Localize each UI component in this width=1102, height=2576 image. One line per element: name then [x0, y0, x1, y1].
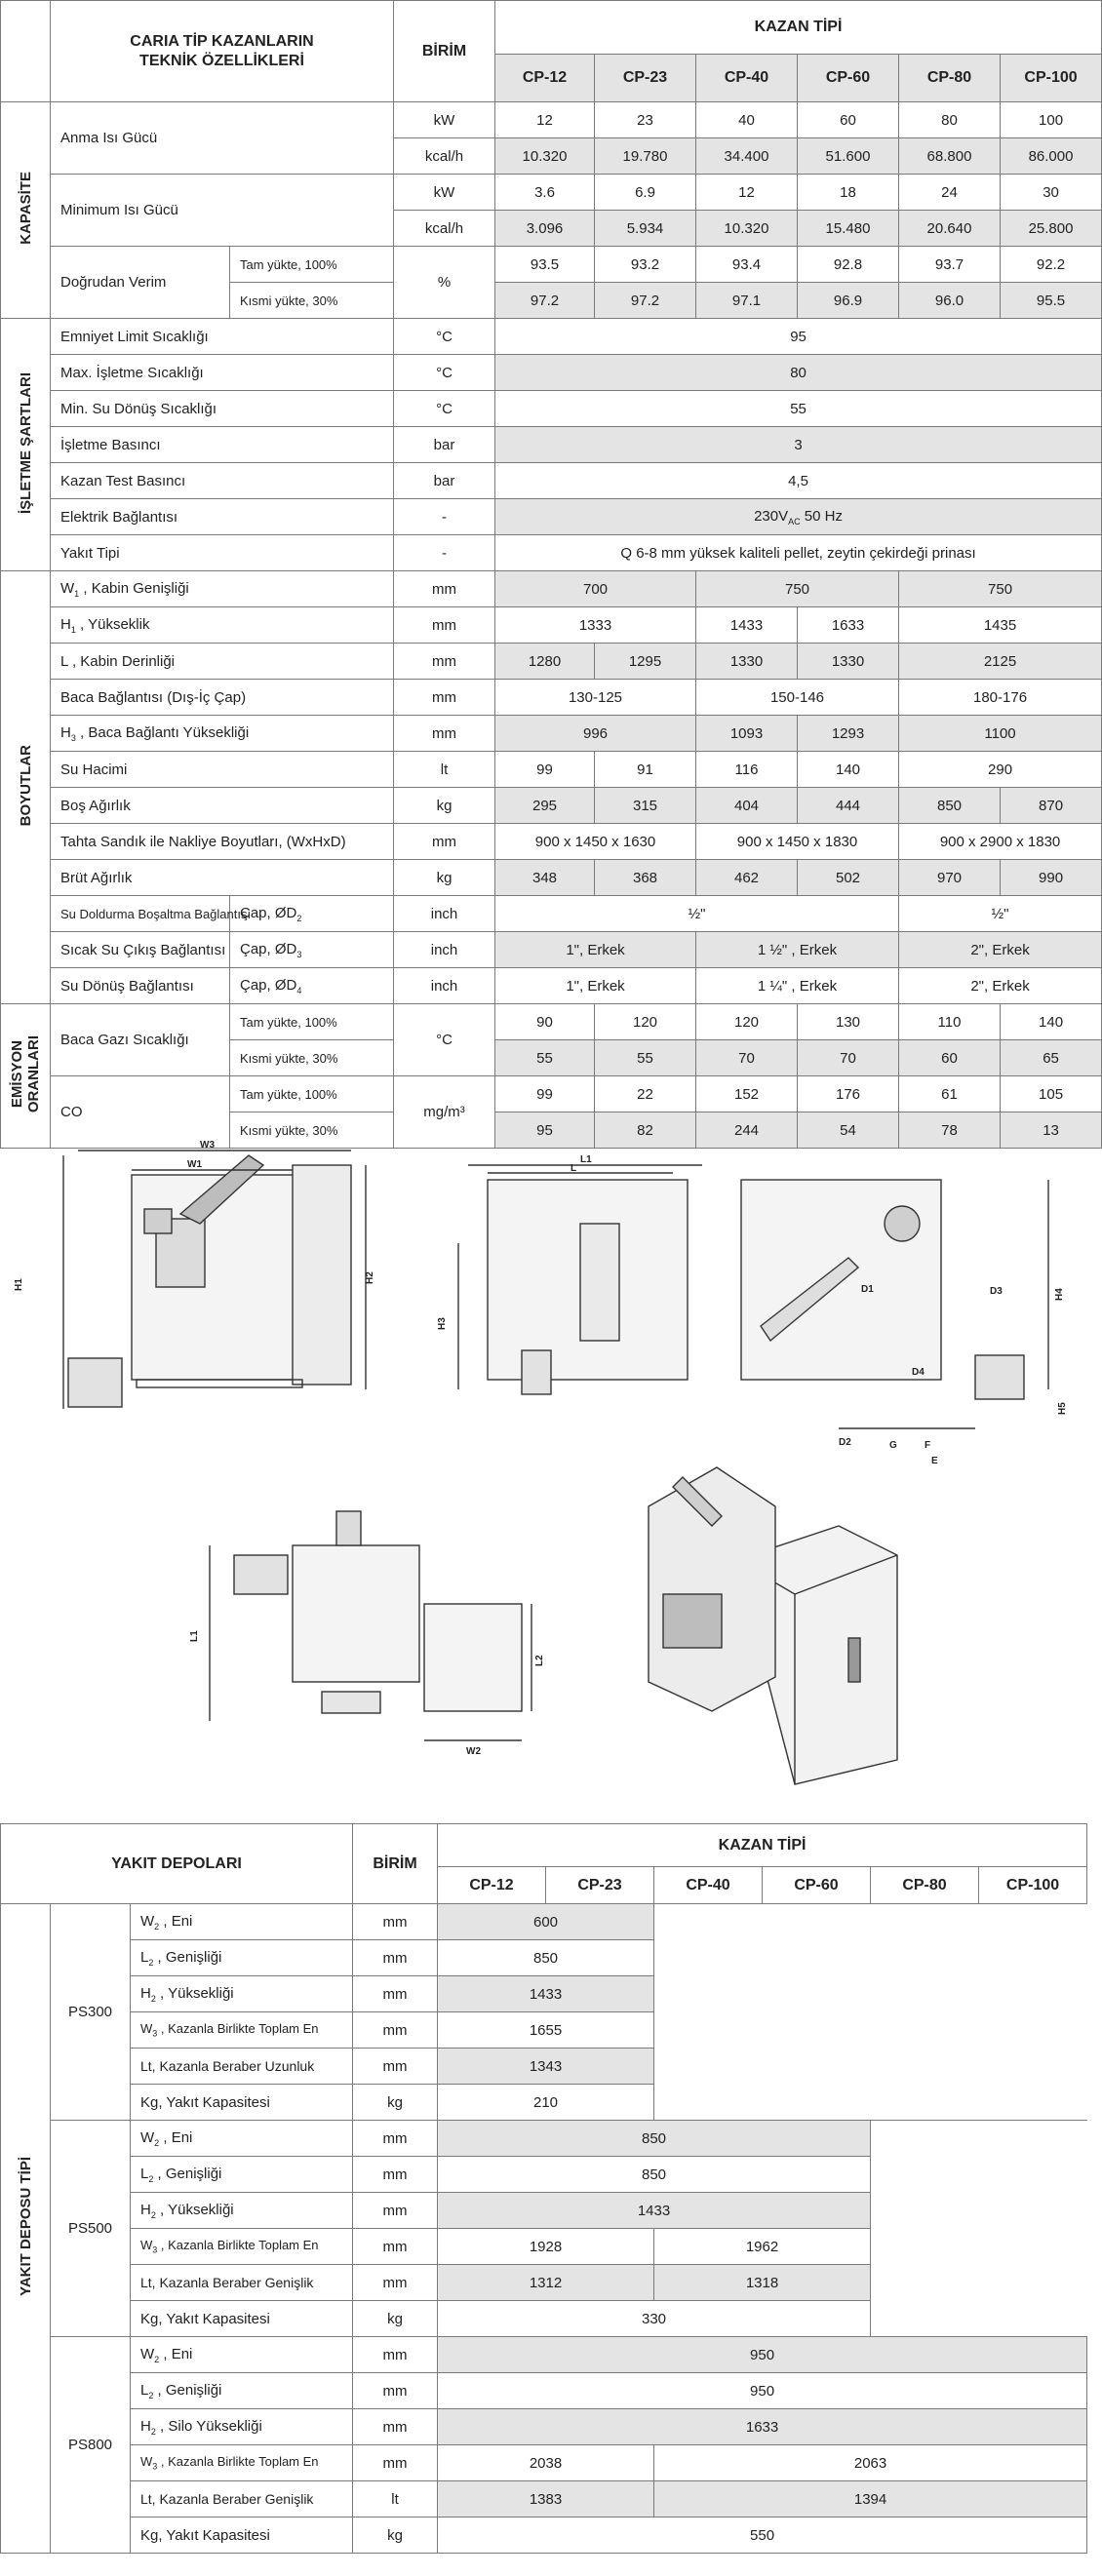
dim-label: L	[571, 1163, 577, 1174]
row-label: Su Doldurma Boşaltma Bağlantısı	[51, 896, 230, 932]
value-cell: 1293	[798, 716, 899, 752]
empty-cell	[654, 1904, 1087, 1940]
value-cell: 348	[495, 860, 595, 896]
unit-cell: kW	[394, 102, 495, 138]
value-cell: 1100	[899, 716, 1102, 752]
row-label: Su Dönüş Bağlantısı	[51, 968, 230, 1004]
value-cell: 130	[798, 1004, 899, 1040]
value-cell: 6.9	[595, 175, 696, 211]
unit-cell: %	[394, 247, 495, 319]
unit-cell: mm	[353, 2193, 438, 2229]
row-label: $W_2$ , Eni	[131, 2121, 353, 2157]
row-label: İşletme Basıncı	[51, 427, 394, 463]
model-header: CP-23	[595, 55, 696, 102]
spec-title: CARIA TİP KAZANLARIN TEKNİK ÖZELLİKLERİ	[51, 1, 394, 102]
value-cell: Q 6-8 mm yüksek kaliteli pellet, zeytin çekirdeği prinası	[495, 535, 1102, 571]
load-label: Kısmi yükte, 30%	[230, 283, 394, 319]
tank-name: PS800	[51, 2337, 131, 2554]
value-cell: 368	[595, 860, 696, 896]
value-cell: 1433	[696, 607, 798, 644]
model-header: CP-40	[696, 55, 798, 102]
dim-label: F	[925, 1440, 931, 1451]
dim-label: D4	[912, 1367, 925, 1378]
value-cell: 95	[495, 1112, 595, 1149]
row-label: Minimum Isı Gücü	[51, 175, 394, 247]
value-cell: 70	[696, 1040, 798, 1076]
value-cell: 750	[899, 571, 1102, 607]
value-cell: 100	[1001, 102, 1102, 138]
value-cell: 86.000	[1001, 138, 1102, 175]
row-label: $L_2$ , Genişliği	[131, 2157, 353, 2193]
value-cell: 870	[1001, 788, 1102, 824]
value-cell: 105	[1001, 1076, 1102, 1112]
kazan-tipi-header: KAZAN TİPİ	[495, 1, 1102, 55]
value-cell: 1655	[438, 2012, 654, 2049]
unit-cell: mm	[394, 824, 495, 860]
value-cell: 10.320	[696, 211, 798, 247]
value-cell: 110	[899, 1004, 1001, 1040]
row-label: Brüt Ağırlık	[51, 860, 394, 896]
unit-cell: kg	[353, 2085, 438, 2121]
value-cell: 850	[899, 788, 1001, 824]
value-cell: 2125	[899, 644, 1102, 680]
dim-label: H4	[1054, 1288, 1065, 1301]
dim-label: H1	[14, 1278, 24, 1291]
unit-cell: mm	[353, 2229, 438, 2265]
row-label: Baca Bağlantısı (Dış-İç Çap)	[51, 680, 394, 716]
value-cell: 51.600	[798, 138, 899, 175]
unit-cell: kg	[394, 788, 495, 824]
unit-header: BİRİM	[394, 1, 495, 102]
unit-cell: mm	[353, 2337, 438, 2373]
value-cell: 140	[798, 752, 899, 788]
row-label: Max. İşletme Sıcaklığı	[51, 355, 394, 391]
value-cell: 97.1	[696, 283, 798, 319]
section-isletme: İŞLETME ŞARTLARI	[1, 319, 51, 571]
tank-name: PS300	[51, 1904, 131, 2121]
value-cell: 152	[696, 1076, 798, 1112]
unit-cell: mg/m³	[394, 1076, 495, 1149]
unit-cell: mm	[353, 2409, 438, 2445]
empty-cell	[871, 2229, 1087, 2265]
row-label: Tahta Sandık ile Nakliye Boyutları, (WxHxD)	[51, 824, 394, 860]
value-cell: 120	[696, 1004, 798, 1040]
row-label: $H_2$ , Yüksekliği	[131, 1976, 353, 2012]
value-cell: 180-176	[899, 680, 1102, 716]
value-cell: 12	[696, 175, 798, 211]
isometric-view-drawing	[649, 1467, 897, 1784]
value-cell: 91	[595, 752, 696, 788]
unit-cell: kg	[353, 2301, 438, 2337]
corner-cell	[1, 1, 51, 102]
unit-cell: mm	[394, 571, 495, 607]
value-cell: 92.2	[1001, 247, 1102, 283]
value-cell: 40	[696, 102, 798, 138]
value-cell: 404	[696, 788, 798, 824]
value-cell: 3.096	[495, 211, 595, 247]
value-cell: 750	[696, 571, 899, 607]
value-cell: 1312	[438, 2265, 654, 2301]
value-cell: 1318	[654, 2265, 871, 2301]
dim-label: E	[931, 1456, 938, 1466]
unit-cell: mm	[353, 1904, 438, 1940]
value-cell: 80	[899, 102, 1001, 138]
row-label: Doğrudan Verim	[51, 247, 230, 319]
value-cell: 96.0	[899, 283, 1001, 319]
row-label: Lt, Kazanla Beraber Genişlik	[131, 2265, 353, 2301]
value-cell: 2", Erkek	[899, 932, 1102, 968]
value-cell: 95	[495, 319, 1102, 355]
model-header: CP-60	[798, 55, 899, 102]
unit-cell: mm	[353, 1940, 438, 1976]
unit-cell: mm	[394, 644, 495, 680]
value-cell: 12	[495, 102, 595, 138]
unit-cell: bar	[394, 427, 495, 463]
value-cell: 97.2	[495, 283, 595, 319]
top-view-drawing	[210, 1511, 531, 1740]
section-yakit-deposu: YAKIT DEPOSU TİPİ	[1, 1904, 51, 2554]
value-cell: ½"	[495, 896, 899, 932]
model-header: CP-23	[546, 1867, 654, 1904]
value-cell: 3.6	[495, 175, 595, 211]
empty-cell	[654, 2049, 1087, 2085]
unit-cell: mm	[353, 2012, 438, 2049]
unit-cell: °C	[394, 319, 495, 355]
unit-cell: mm	[353, 2157, 438, 2193]
row-label: $L_2$ , Genişliği	[131, 2373, 353, 2409]
value-cell: 1383	[438, 2481, 654, 2517]
row-label: $L_2$ , Genişliği	[131, 1940, 353, 1976]
row-label: $W_1$ , Kabin Genişliği	[51, 571, 394, 607]
row-label: Emniyet Limit Sıcaklığı	[51, 319, 394, 355]
row-label: Su Hacimi	[51, 752, 394, 788]
row-label: CO	[51, 1076, 230, 1149]
value-cell: 1280	[495, 644, 595, 680]
value-cell: 68.800	[899, 138, 1001, 175]
value-cell: 244	[696, 1112, 798, 1149]
section-kapasite: KAPASİTE	[1, 102, 51, 319]
value-cell: 290	[899, 752, 1102, 788]
empty-cell	[871, 2301, 1087, 2337]
empty-cell	[654, 1940, 1087, 1976]
value-cell: 1330	[798, 644, 899, 680]
cap-label: Çap, $ØD_2$	[230, 896, 394, 932]
value-cell: 1633	[798, 607, 899, 644]
row-label: Kg, Yakıt Kapasitesi	[131, 2085, 353, 2121]
row-label: $H_3$ , Baca Bağlantı Yüksekliği	[51, 716, 394, 752]
empty-cell	[654, 2085, 1087, 2121]
value-cell: 3	[495, 427, 1102, 463]
value-cell: 850	[438, 2121, 871, 2157]
value-cell: 61	[899, 1076, 1001, 1112]
unit-cell: bar	[394, 463, 495, 499]
value-cell: 24	[899, 175, 1001, 211]
empty-cell	[871, 2121, 1087, 2157]
value-cell: 1093	[696, 716, 798, 752]
value-cell: 20.640	[899, 211, 1001, 247]
value-cell: 93.2	[595, 247, 696, 283]
value-cell: 78	[899, 1112, 1001, 1149]
value-cell: 1394	[654, 2481, 1087, 2517]
value-cell: 18	[798, 175, 899, 211]
dim-label: L2	[534, 1655, 545, 1666]
section-boyutlar: BOYUTLAR	[1, 571, 51, 1004]
value-cell: 1633	[438, 2409, 1087, 2445]
value-cell: 1962	[654, 2229, 871, 2265]
unit-cell: -	[394, 499, 495, 535]
value-cell: 295	[495, 788, 595, 824]
back-view-drawing	[741, 1180, 1048, 1428]
model-header: CP-80	[899, 55, 1001, 102]
empty-cell	[654, 1976, 1087, 2012]
dim-label: W2	[466, 1746, 481, 1757]
value-cell: 900 x 2900 x 1830	[899, 824, 1102, 860]
row-label: Boş Ağırlık	[51, 788, 394, 824]
value-cell: 150-146	[696, 680, 899, 716]
unit-cell: kW	[394, 175, 495, 211]
value-cell: 1 ¼" , Erkek	[696, 968, 899, 1004]
unit-cell: mm	[353, 1976, 438, 2012]
dim-label: D3	[990, 1286, 1003, 1297]
value-cell: 1433	[438, 2193, 871, 2229]
unit-cell: °C	[394, 355, 495, 391]
unit-cell: inch	[394, 932, 495, 968]
value-cell: 140	[1001, 1004, 1102, 1040]
empty-cell	[654, 2012, 1087, 2049]
row-label: $H_2$ , Silo Yüksekliği	[131, 2409, 353, 2445]
value-cell: 96.9	[798, 283, 899, 319]
value-cell: 950	[438, 2373, 1087, 2409]
value-cell: 13	[1001, 1112, 1102, 1149]
value-cell: 1433	[438, 1976, 654, 2012]
value-cell: 120	[595, 1004, 696, 1040]
dim-label: L1	[580, 1154, 592, 1165]
row-label: $H_1$ , Yükseklik	[51, 607, 394, 644]
row-label: Lt, Kazanla Beraber Uzunluk	[131, 2049, 353, 2085]
tank-title: YAKIT DEPOLARI	[1, 1824, 353, 1904]
unit-cell: mm	[394, 716, 495, 752]
value-cell: 4,5	[495, 463, 1102, 499]
value-cell: 1343	[438, 2049, 654, 2085]
value-cell: 210	[438, 2085, 654, 2121]
row-label: L , Kabin Derinliği	[51, 644, 394, 680]
value-cell: 82	[595, 1112, 696, 1149]
row-label: Kg, Yakıt Kapasitesi	[131, 2517, 353, 2554]
tank-table	[0, 1823, 1087, 2554]
value-cell: 1 ½" , Erkek	[696, 932, 899, 968]
value-cell: 700	[495, 571, 696, 607]
row-label: $W_2$ , Eni	[131, 1904, 353, 1940]
kazan-tipi-header: KAZAN TİPİ	[438, 1824, 1087, 1867]
value-cell: 176	[798, 1076, 899, 1112]
value-cell: 93.4	[696, 247, 798, 283]
row-label: $W_2$ , Eni	[131, 2337, 353, 2373]
load-label: Tam yükte, 100%	[230, 1004, 394, 1040]
load-label: Tam yükte, 100%	[230, 1076, 394, 1112]
value-cell: 15.480	[798, 211, 899, 247]
value-cell: 30	[1001, 175, 1102, 211]
unit-cell: lt	[353, 2481, 438, 2517]
unit-cell: lt	[394, 752, 495, 788]
value-cell: 99	[495, 1076, 595, 1112]
value-cell: 97.2	[595, 283, 696, 319]
empty-cell	[871, 2193, 1087, 2229]
row-label: Baca Gazı Sıcaklığı	[51, 1004, 230, 1076]
dim-label: H5	[1057, 1402, 1068, 1415]
value-cell: 23	[595, 102, 696, 138]
value-cell: 1295	[595, 644, 696, 680]
value-cell: 850	[438, 2157, 871, 2193]
row-label: Anma Isı Gücü	[51, 102, 394, 175]
unit-cell: mm	[394, 680, 495, 716]
value-cell: 65	[1001, 1040, 1102, 1076]
side-view-drawing	[458, 1165, 702, 1394]
value-cell: 80	[495, 355, 1102, 391]
value-cell: 550	[438, 2517, 1087, 2554]
value-cell: $230V_{AC}$ 50 Hz	[495, 499, 1102, 535]
cap-label: Çap, $ØD_3$	[230, 932, 394, 968]
value-cell: 2063	[654, 2445, 1087, 2481]
model-header: CP-80	[871, 1867, 979, 1904]
value-cell: 116	[696, 752, 798, 788]
value-cell: 600	[438, 1904, 654, 1940]
unit-cell: mm	[353, 2445, 438, 2481]
unit-cell: mm	[353, 2373, 438, 2409]
dim-label: H3	[437, 1317, 448, 1330]
model-header: CP-12	[438, 1867, 546, 1904]
value-cell: 19.780	[595, 138, 696, 175]
model-header: CP-12	[495, 55, 595, 102]
value-cell: 315	[595, 788, 696, 824]
value-cell: 60	[899, 1040, 1001, 1076]
load-label: Kısmi yükte, 30%	[230, 1112, 394, 1149]
row-label: $W_3$ , Kazanla Birlikte Toplam En	[131, 2012, 353, 2049]
model-header: CP-100	[1001, 55, 1102, 102]
value-cell: 900 x 1450 x 1630	[495, 824, 696, 860]
value-cell: 1435	[899, 607, 1102, 644]
dim-label: D1	[861, 1284, 874, 1295]
dim-label: W1	[187, 1159, 202, 1170]
row-label: Kazan Test Basıncı	[51, 463, 394, 499]
value-cell: 950	[438, 2337, 1087, 2373]
row-label: $W_3$ , Kazanla Birlikte Toplam En	[131, 2229, 353, 2265]
model-header: CP-60	[763, 1867, 871, 1904]
value-cell: 2", Erkek	[899, 968, 1102, 1004]
row-label: Elektrik Bağlantısı	[51, 499, 394, 535]
row-label: Lt, Kazanla Beraber Genişlik	[131, 2481, 353, 2517]
value-cell: 25.800	[1001, 211, 1102, 247]
value-cell: 55	[495, 391, 1102, 427]
value-cell: 55	[495, 1040, 595, 1076]
model-header: CP-40	[654, 1867, 763, 1904]
empty-cell	[871, 2157, 1087, 2193]
model-header: CP-100	[979, 1867, 1087, 1904]
value-cell: 996	[495, 716, 696, 752]
dim-label: D2	[839, 1437, 851, 1448]
unit-cell: kg	[394, 860, 495, 896]
tank-name: PS500	[51, 2121, 131, 2337]
value-cell: 1", Erkek	[495, 932, 696, 968]
unit-cell: mm	[353, 2121, 438, 2157]
value-cell: 970	[899, 860, 1001, 896]
value-cell: 330	[438, 2301, 871, 2337]
unit-cell: kcal/h	[394, 211, 495, 247]
value-cell: 130-125	[495, 680, 696, 716]
row-label: $W_3$ , Kazanla Birlikte Toplam En	[131, 2445, 353, 2481]
value-cell: 95.5	[1001, 283, 1102, 319]
unit-cell: inch	[394, 968, 495, 1004]
value-cell: 502	[798, 860, 899, 896]
value-cell: 93.5	[495, 247, 595, 283]
value-cell: 22	[595, 1076, 696, 1112]
unit-cell: -	[394, 535, 495, 571]
unit-cell: °C	[394, 1004, 495, 1076]
value-cell: 90	[495, 1004, 595, 1040]
value-cell: 99	[495, 752, 595, 788]
unit-cell: mm	[353, 2265, 438, 2301]
unit-cell: °C	[394, 391, 495, 427]
load-label: Tam yükte, 100%	[230, 247, 394, 283]
value-cell: 10.320	[495, 138, 595, 175]
value-cell: 1928	[438, 2229, 654, 2265]
value-cell: 92.8	[798, 247, 899, 283]
dim-label: G	[889, 1440, 897, 1451]
row-label: Min. Su Dönüş Sıcaklığı	[51, 391, 394, 427]
section-emisyon: EMİSYON ORANLARI	[1, 1004, 51, 1149]
unit-cell: mm	[353, 2049, 438, 2085]
unit-cell: inch	[394, 896, 495, 932]
row-label: $H_2$ , Yüksekliği	[131, 2193, 353, 2229]
dim-label: L1	[189, 1630, 200, 1642]
value-cell: 900 x 1450 x 1830	[696, 824, 899, 860]
unit-header: BİRİM	[353, 1824, 438, 1904]
row-label: Kg, Yakıt Kapasitesi	[131, 2301, 353, 2337]
value-cell: ½"	[899, 896, 1102, 932]
unit-cell: kg	[353, 2517, 438, 2554]
value-cell: 462	[696, 860, 798, 896]
value-cell: 70	[798, 1040, 899, 1076]
row-label: Sıcak Su Çıkış Bağlantısı	[51, 932, 230, 968]
value-cell: 990	[1001, 860, 1102, 896]
row-label: Yakıt Tipi	[51, 535, 394, 571]
empty-cell	[871, 2265, 1087, 2301]
dim-label: W3	[200, 1140, 215, 1151]
unit-cell: mm	[394, 607, 495, 644]
spec-table	[0, 0, 1102, 1149]
value-cell: 850	[438, 1940, 654, 1976]
value-cell: 1333	[495, 607, 696, 644]
value-cell: 55	[595, 1040, 696, 1076]
value-cell: 1330	[696, 644, 798, 680]
cap-label: Çap, $ØD_4$	[230, 968, 394, 1004]
value-cell: 60	[798, 102, 899, 138]
value-cell: 5.934	[595, 211, 696, 247]
value-cell: 2038	[438, 2445, 654, 2481]
value-cell: 93.7	[899, 247, 1001, 283]
front-view-drawing	[63, 1151, 366, 1409]
value-cell: 34.400	[696, 138, 798, 175]
value-cell: 54	[798, 1112, 899, 1149]
value-cell: 444	[798, 788, 899, 824]
value-cell: 1", Erkek	[495, 968, 696, 1004]
unit-cell: kcal/h	[394, 138, 495, 175]
dim-label: H2	[365, 1271, 375, 1284]
technical-drawings	[0, 1136, 1101, 1779]
load-label: Kısmi yükte, 30%	[230, 1040, 394, 1076]
